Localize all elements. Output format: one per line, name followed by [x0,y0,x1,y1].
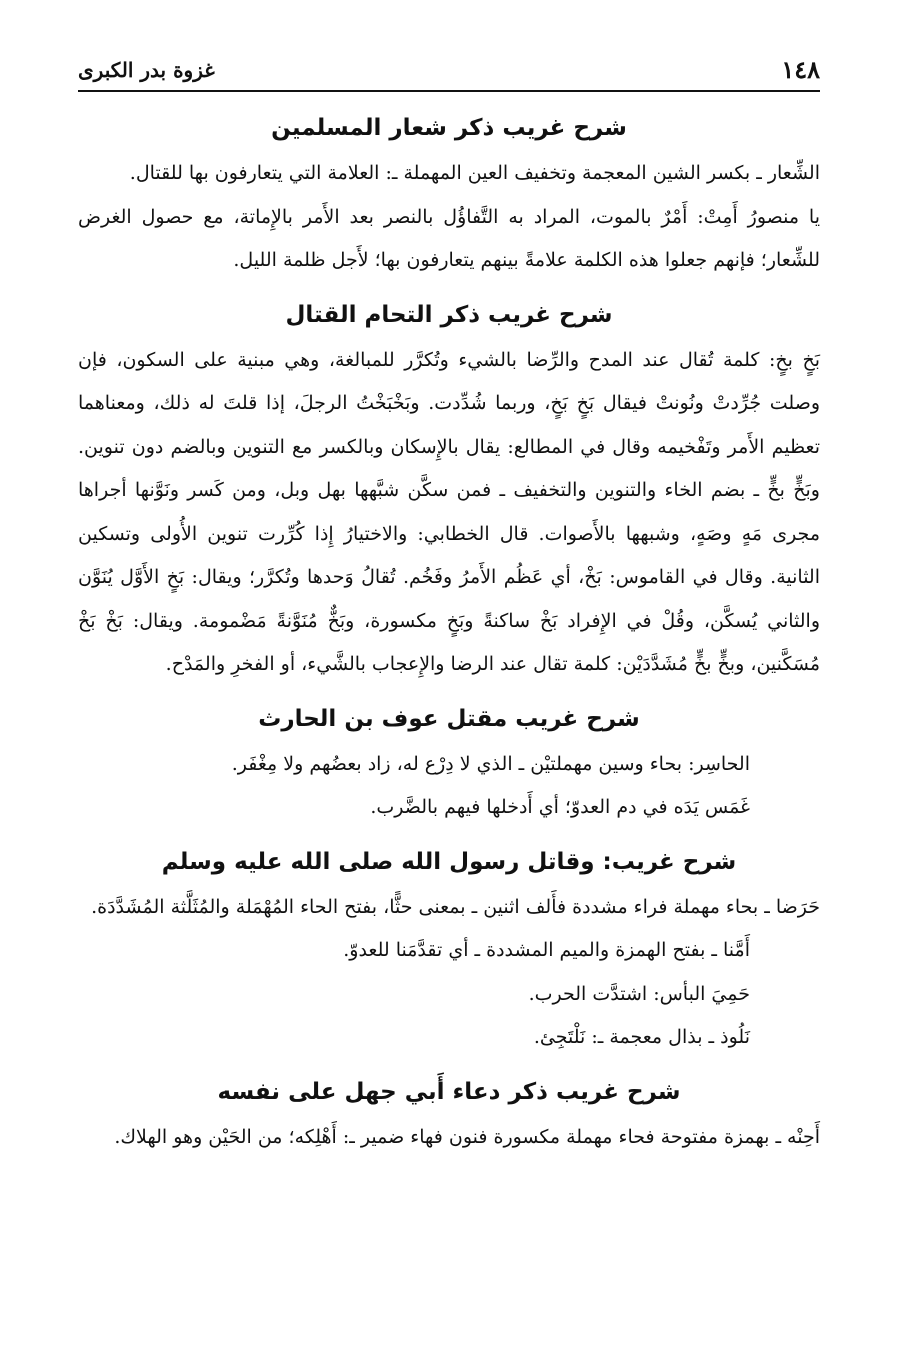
section-heading: شرح غريب ذكر التحام القتال [285,301,613,328]
section-heading: شرح غريب: وقاتل رسول الله صلى الله عليه وسلم [161,848,737,875]
section-heading: شرح غريب مقتل عوف بن الحارث [258,705,640,732]
paragraph: بَخٍ بخٍ: كلمة تُقال عند المدح والرِّضا بالشيء وتُكرَّر للمبالغة، وهي مبنية على السكون، فإن وصلت جُرِّدتْ ونُونتْ فيقال بَخٍ بَخٍ، وربما شُدِّدت. وبَخْبَخْتُ الرجلَ، إذا قلتَ له ذلك، ومعناهما تعظيم الأَمر وتَفْخيمه وقال في المطالع: يقال بالإِسكان وبالكسر مع التنوين وبالضم دون تنوين. وبَخٍّ بخٍّ ـ بضم الخاء والتنوين والتخفيف ـ فمن سكَّن شبَّهها بهل وبل، ومن كَسر ونَوَّنها أجراها مجرى مَهٍ وصَهٍ، وشبهها بالأَصوات. قال الخطابي: والاختيارُ إِذا كُرِّرت تنوين الأُولى وتسكين الثانية. وقال في القاموس: بَخْ، أي عَظُم الأَمرُ وفَخُم. تُقالُ وَحدها وتُكرَّر؛ ويقال: بَخٍ الأَوَّل يُنَوَّن والثاني يُسكَّن، وقُلْ في الإِفراد بَخْ ساكنةً وبَخٍ مكسورة، وبَخٌّ مُنَوَّنةً مَضْمومة. ويقال: بَخْ بَخْ مُسَكَّنين، وبخٍّ بخٍّ مُشَدَّدَيْن: كلمة تقال عند الرضا والإِعجاب بالشَّيء، أو الفخرِ والمَدْح. [78,348,820,675]
section-prophet-fought [78,838,820,1060]
page-number: ١٤٨ [781,55,820,84]
paragraph: نَلُوذ ـ بذال معجمة ـ: نَلْتَجِئ. [533,1026,750,1048]
running-title: غزوة بدر الكبرى [78,58,215,82]
section-heading: شرح غريب ذكر دعاء أَبي جهل على نفسه [217,1078,681,1105]
section-heading: شرح غريب ذكر شعار المسلمين [271,115,627,141]
paragraph: الشِّعار ـ بكسر الشين المعجمة وتخفيف العين المهملة ـ: العلامة التي يتعارفون بها للقتال. [129,162,820,184]
paragraph: يا منصورُ أَمِتْ: أَمْرٌ بالموت، المراد به التَّفاؤُل بالنصر بعد الأَمر بالإِماتة، مع حصول الغرض للشِّعار؛ فإنهم جعلوا هذه الكلمة علامةً بينهم يتعارفون بها؛ لأَجل ظلمة الليل. [78,205,820,271]
page-header [78,50,820,92]
section-awf-death [78,695,820,830]
paragraph: الحاسِر: بحاء وسين مهملتيْن ـ الذي لا دِرْع له، زاد بعضُهم ولا مِغْفَر. [231,752,750,775]
page-body [78,104,820,1167]
section-battle-engagement [78,291,820,687]
section-abu-jahl-prayer [78,1068,820,1160]
paragraph: أَحِنْه ـ بهمزة مفتوحة فحاء مهملة مكسورة فنون فهاء ضمير ـ: أَهْلِكه؛ من الحَيْن وهو الهلاك. [114,1125,820,1148]
paragraph: حَرَضا ـ بحاء مهملة فراء مشددة فأَلف اثنين ـ بمعنى حثًّا، بفتح الحاء المُهْمَلة والمُثَلَّثة المُشَدَّدَة. [91,895,820,918]
paragraph: أَمَّنا ـ بفتح الهمزة والميم المشددة ـ أي تقدَّمَنا للعدوّ. [343,939,750,961]
paragraph: غَمَس يَدَه في دم العدوّ؛ أي أَدخلها فيهم بالضَّرب. [370,796,750,818]
paragraph: حَمِيَ البأس: اشتدَّت الحرب. [528,982,750,1005]
section-muslims-slogan [78,104,820,283]
